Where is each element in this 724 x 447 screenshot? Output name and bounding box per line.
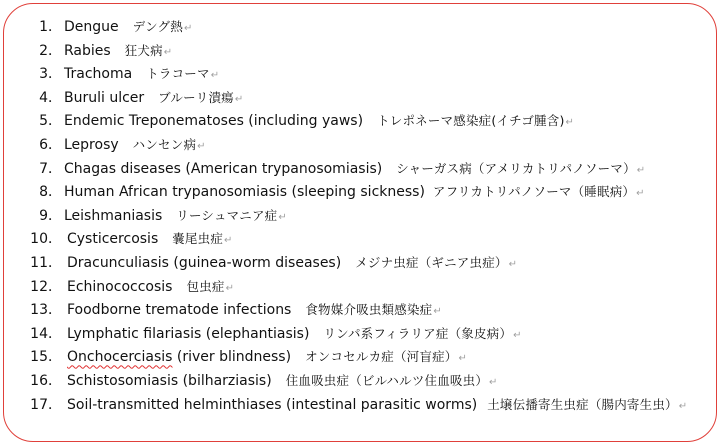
item-japanese-name: 包虫症 (186, 278, 225, 294)
list-item (0, 109, 687, 133)
list-item (0, 227, 687, 251)
item-number: 15． (30, 349, 62, 366)
item-english-name: Buruli ulcer (64, 89, 145, 106)
list-item (0, 62, 687, 86)
item-japanese-name: トレポネーマ感染症(イチゴ腫含) (377, 113, 565, 129)
item-english-name-rest: (river blindness) (172, 349, 292, 366)
item-number: 7． (39, 160, 62, 177)
return-mark-icon: ↵ (508, 258, 517, 270)
item-number: 5． (39, 113, 62, 130)
return-mark-icon: ↵ (513, 329, 522, 341)
item-english-name: Chagas diseases (American trypanosomiasis) (64, 160, 383, 177)
item-japanese-name: ブルーリ潰瘍 (158, 89, 234, 105)
return-mark-icon: ↵ (225, 282, 234, 294)
list-item (0, 15, 687, 39)
list-item (0, 39, 687, 63)
list-item (0, 393, 687, 417)
item-japanese-name: アフリカトリパノソーマ（睡眠病） (432, 184, 636, 200)
item-english-name: Leprosy (64, 136, 119, 153)
return-mark-icon: ↵ (197, 140, 206, 152)
return-mark-icon: ↵ (636, 164, 646, 176)
item-english-name: Soil-transmitted helminthiases (intestinal parasitic worms) (67, 396, 478, 413)
spellcheck-underlined-word[interactable]: Onchocerciasis (67, 349, 173, 366)
return-mark-icon: ↵ (565, 117, 574, 129)
item-english-name: Leishmaniasis (64, 207, 163, 224)
item-japanese-name: 嚢尾虫症 (172, 231, 224, 247)
list-item (0, 86, 687, 110)
item-number: 13． (30, 302, 62, 319)
item-japanese-name: 食物媒介吸虫類感染症 (305, 302, 433, 318)
item-english-name: Rabies (64, 42, 111, 59)
item-japanese-name: リーシュマニア症 (176, 207, 278, 223)
return-mark-icon: ↵ (163, 46, 173, 58)
list-item (0, 369, 687, 393)
list-item (0, 322, 687, 346)
item-japanese-name: シャーガス病（アメリカトリパノソーマ） (396, 160, 636, 176)
list-item (0, 275, 687, 299)
item-english-name: Dengue (64, 19, 119, 35)
return-mark-icon: ↵ (234, 93, 244, 105)
item-english-name: Foodborne trematode infections (67, 302, 292, 319)
item-number: 11． (30, 254, 62, 271)
item-english-name: Echinococcosis (67, 278, 173, 295)
item-english-name: Trachoma (64, 66, 133, 83)
return-mark-icon: ↵ (458, 353, 467, 365)
item-number: 6． (39, 136, 62, 153)
item-number: 10． (30, 231, 62, 248)
item-english-name: Lymphatic filariasis (elephantiasis) (67, 325, 310, 342)
item-japanese-name: オンコセルカ症（河盲症） (305, 349, 458, 365)
item-number: 17． (30, 396, 62, 413)
return-mark-icon: ↵ (183, 23, 193, 34)
item-english-name: Schistosomiasis (bilharziasis) (67, 372, 272, 389)
return-mark-icon: ↵ (210, 70, 220, 82)
item-japanese-name: 狂犬病 (124, 42, 163, 58)
list-item (0, 157, 687, 181)
item-japanese-name: ハンセン病 (132, 136, 197, 152)
list-item (0, 345, 687, 369)
item-japanese-name: メジナ虫症（ギニア虫症） (355, 254, 508, 270)
item-number: 1． (39, 19, 62, 35)
item-number: 4． (39, 89, 62, 106)
item-number: 14． (30, 325, 62, 342)
return-mark-icon: ↵ (433, 306, 442, 318)
list-item (0, 133, 687, 157)
item-english-name: Cysticercosis (67, 231, 159, 248)
return-mark-icon: ↵ (636, 188, 645, 200)
item-english-name: Dracunculiasis (guinea-worm diseases) (67, 254, 342, 271)
disease-list (0, 15, 687, 416)
list-item (0, 204, 687, 228)
item-english-name: Human African trypanosomiasis (sleeping sickness) (64, 184, 425, 201)
item-english-name: Endemic Treponematoses (including yaws) (64, 113, 364, 130)
item-japanese-name: リンパ系フィラリア症（象皮病） (323, 325, 513, 341)
list-item (0, 298, 687, 322)
item-english-name (67, 346, 291, 370)
item-number: 16． (30, 372, 62, 389)
item-japanese-name: 土壌伝播寄生虫症（腸内寄生虫） (487, 396, 678, 412)
return-mark-icon: ↵ (224, 235, 233, 247)
item-japanese-name: 住血吸虫症（ビルハルツ住血吸虫） (285, 372, 489, 388)
item-number: 3． (39, 66, 62, 83)
list-item (0, 251, 687, 275)
item-japanese-name: トラコーマ (146, 66, 210, 82)
item-japanese-name: デング熱 (132, 19, 183, 34)
return-mark-icon: ↵ (278, 211, 287, 223)
return-mark-icon: ↵ (678, 400, 688, 412)
item-number: 8． (39, 184, 62, 201)
item-number: 12． (30, 278, 62, 295)
return-mark-icon: ↵ (489, 376, 498, 388)
item-number: 2． (39, 42, 62, 59)
item-number: 9． (39, 207, 62, 224)
list-item (0, 180, 687, 204)
